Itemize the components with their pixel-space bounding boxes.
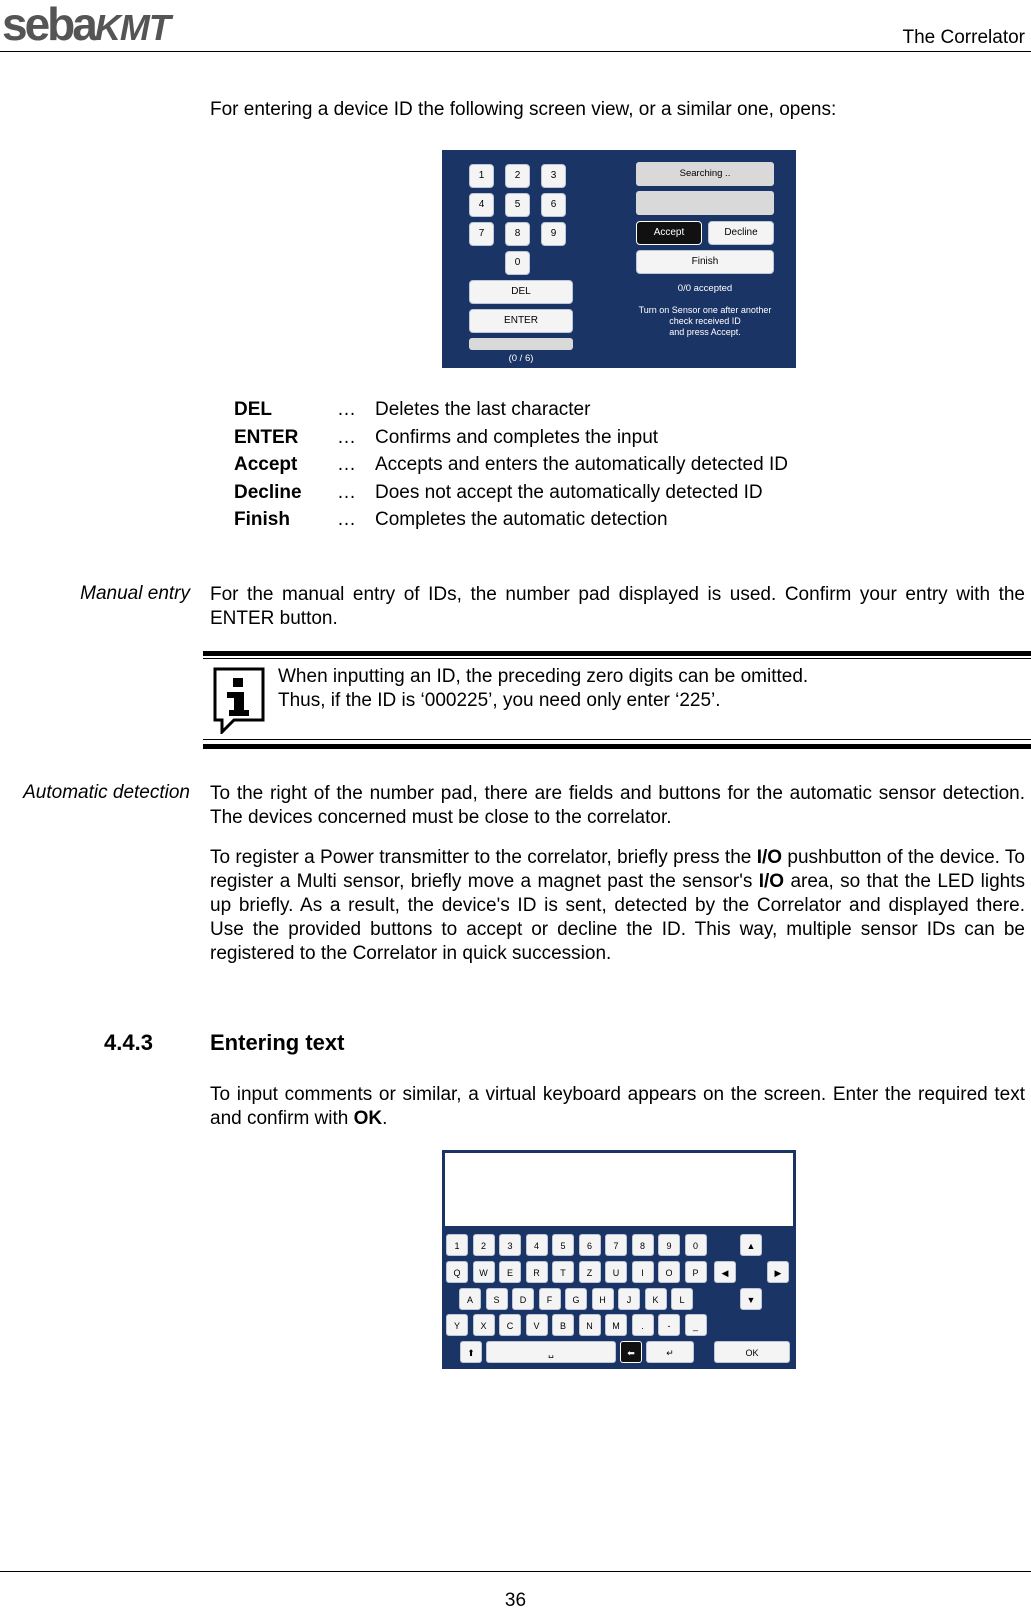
num-key-4: 4 bbox=[469, 193, 494, 217]
keyboard-key: O bbox=[658, 1261, 680, 1283]
header-title: The Correlator bbox=[902, 27, 1025, 48]
accepted-count: 0/0 accepted bbox=[677, 283, 733, 294]
keyboard-key: - bbox=[658, 1314, 680, 1336]
keyboard-key: G bbox=[565, 1288, 587, 1310]
instruction-line-3: and press Accept. bbox=[669, 327, 741, 337]
header-divider bbox=[0, 51, 1031, 52]
keyboard-key: B bbox=[552, 1314, 574, 1336]
keyboard-key: 9 bbox=[658, 1234, 680, 1256]
num-key-7: 7 bbox=[469, 222, 494, 246]
num-key-9: 9 bbox=[541, 222, 566, 246]
shift-key: ⬆ bbox=[460, 1341, 482, 1363]
definition-row bbox=[234, 451, 788, 479]
accept-key: Accept bbox=[636, 221, 702, 245]
keyboard-key: F bbox=[539, 1288, 561, 1310]
keyboard-key: R bbox=[526, 1261, 548, 1283]
del-key: DEL bbox=[469, 280, 573, 304]
searching-field: Searching .. bbox=[636, 162, 774, 186]
keyboard-key: 1 bbox=[446, 1234, 468, 1256]
keyboard-key: W bbox=[473, 1261, 495, 1283]
keyboard-key: Y bbox=[446, 1314, 468, 1336]
automatic-detection-label: Automatic detection bbox=[23, 782, 190, 803]
keyboard-key: Q bbox=[446, 1261, 468, 1283]
text-run: . bbox=[382, 1108, 388, 1129]
ok-bold: OK bbox=[353, 1108, 383, 1129]
io-bold: I/O bbox=[758, 871, 785, 892]
sebakmt-logo bbox=[2, 0, 170, 50]
keyboard-key: X bbox=[473, 1314, 495, 1336]
down-key: ▼ bbox=[740, 1288, 762, 1310]
footer-divider bbox=[0, 1571, 1031, 1572]
num-key-1: 1 bbox=[469, 164, 494, 188]
num-key-3: 3 bbox=[541, 164, 566, 188]
keyboard-key: E bbox=[499, 1261, 521, 1283]
decline-key: Decline bbox=[708, 221, 774, 245]
keyboard-key: 3 bbox=[499, 1234, 521, 1256]
num-key-2: 2 bbox=[505, 164, 530, 188]
definition-row bbox=[234, 506, 788, 534]
page-number: 36 bbox=[504, 1590, 527, 1611]
keyboard-key: _ bbox=[685, 1314, 707, 1336]
definition-desc: Accepts and enters the automatically detected ID bbox=[375, 454, 788, 475]
instruction-line-1: Turn on Sensor one after another bbox=[638, 305, 772, 315]
keyboard-key: . bbox=[632, 1314, 654, 1336]
virtual-keyboard-screenshot bbox=[442, 1150, 796, 1369]
keyboard-key: I bbox=[632, 1261, 654, 1283]
keyboard-key: N bbox=[579, 1314, 601, 1336]
definition-separator: … bbox=[337, 509, 356, 530]
definition-desc: Completes the automatic detection bbox=[375, 509, 668, 530]
id-input-bar bbox=[469, 338, 573, 350]
instruction-line-2: check received ID bbox=[669, 316, 741, 326]
note-top-rule bbox=[203, 651, 1031, 656]
keyboard-key: D bbox=[512, 1288, 534, 1310]
return-key: ↵ bbox=[646, 1341, 694, 1363]
num-key-6: 6 bbox=[541, 193, 566, 217]
definition-term: DEL bbox=[234, 399, 272, 420]
note-bottom-rule-thin bbox=[203, 739, 1031, 740]
section-title: Entering text bbox=[210, 1030, 345, 1055]
definition-separator: … bbox=[337, 454, 356, 475]
keyboard-key: 8 bbox=[632, 1234, 654, 1256]
definition-separator: … bbox=[337, 399, 356, 420]
keyboard-key: C bbox=[499, 1314, 521, 1336]
text-run: To input comments or similar, a virtual keyboard appears on the screen. Enter the required text and confirm with bbox=[210, 1084, 1025, 1129]
text-run: To register a Power transmitter to the correlator, briefly press the bbox=[210, 847, 757, 868]
definition-separator: … bbox=[337, 426, 356, 448]
definition-term: Decline bbox=[234, 481, 302, 503]
num-key-8: 8 bbox=[505, 222, 530, 246]
intro-paragraph: For entering a device ID the following screen view, or a similar one, opens: bbox=[210, 99, 837, 120]
detected-id-field bbox=[636, 191, 774, 215]
keyboard-key: 5 bbox=[552, 1234, 574, 1256]
manual-entry-paragraph: For the manual entry of IDs, the number pad displayed is used. Confirm your entry with the ENTER button. bbox=[210, 584, 1025, 629]
keyboard-key: 0 bbox=[685, 1234, 707, 1256]
keyboard-key: P bbox=[685, 1261, 707, 1283]
keyboard-key: M bbox=[605, 1314, 627, 1336]
backspace-key: ⬅ bbox=[620, 1341, 642, 1363]
definition-desc: Confirms and completes the input bbox=[375, 426, 659, 448]
finish-key: Finish bbox=[636, 250, 774, 274]
keyboard-key: 7 bbox=[605, 1234, 627, 1256]
text-input-area bbox=[445, 1153, 793, 1226]
note-line-1: When inputting an ID, the preceding zero digits can be omitted. bbox=[278, 666, 809, 687]
definition-term: Accept bbox=[234, 454, 298, 475]
text-entry-paragraph bbox=[210, 1083, 1025, 1131]
logo-kmt-text: KMT bbox=[94, 7, 170, 48]
auto-detection-paragraph-2 bbox=[210, 846, 1025, 966]
section-number: 4.4.3 bbox=[104, 1030, 153, 1055]
id-counter: (0 / 6) bbox=[508, 353, 534, 364]
definition-separator: … bbox=[337, 481, 356, 503]
keyboard-key: K bbox=[645, 1288, 667, 1310]
keyboard-key: 6 bbox=[579, 1234, 601, 1256]
space-key: ␣ bbox=[486, 1341, 616, 1363]
definition-term: Finish bbox=[234, 509, 290, 530]
keyboard-key: 4 bbox=[526, 1234, 548, 1256]
num-key-0: 0 bbox=[505, 251, 530, 275]
keyboard-key: H bbox=[592, 1288, 614, 1310]
definition-row bbox=[234, 396, 788, 424]
io-bold: I/O bbox=[756, 847, 783, 868]
keyboard-key: Z bbox=[579, 1261, 601, 1283]
keyboard-key: V bbox=[526, 1314, 548, 1336]
note-line-2: Thus, if the ID is ‘000225’, you need only enter ‘225’. bbox=[278, 690, 721, 711]
id-entry-screenshot bbox=[442, 150, 796, 368]
logo-seba-text: seba bbox=[2, 0, 95, 50]
definition-row bbox=[234, 424, 788, 452]
keyboard-key: A bbox=[459, 1288, 481, 1310]
definition-term: ENTER bbox=[234, 426, 299, 448]
definition-row bbox=[234, 479, 788, 507]
note-top-rule-thin bbox=[203, 658, 1031, 659]
keyboard-key: 2 bbox=[473, 1234, 495, 1256]
ok-key: OK bbox=[714, 1341, 790, 1363]
definition-list bbox=[234, 396, 788, 534]
definition-desc: Does not accept the automatically detected ID bbox=[375, 481, 763, 503]
keyboard-key: S bbox=[486, 1288, 508, 1310]
note-bottom-rule bbox=[203, 744, 1031, 749]
left-key: ◀ bbox=[714, 1261, 736, 1283]
num-key-5: 5 bbox=[505, 193, 530, 217]
text-run: pushbutton of the device. To register a Multi sensor, briefly move a magnet past the sensor's bbox=[210, 847, 1025, 892]
definition-desc: Deletes the last character bbox=[375, 399, 591, 420]
info-icon bbox=[212, 666, 268, 734]
keyboard-key: L bbox=[671, 1288, 693, 1310]
enter-key: ENTER bbox=[469, 309, 573, 333]
auto-detection-paragraph-1: To the right of the number pad, there are fields and buttons for the automatic sensor detection. The devices concerned must be close to the correlator. bbox=[210, 783, 1025, 828]
up-key: ▲ bbox=[740, 1234, 762, 1256]
keyboard-key: U bbox=[605, 1261, 627, 1283]
manual-entry-label: Manual entry bbox=[80, 583, 190, 604]
text-run: area, so that the LED lights up briefly. As a result, the device's ID is sent, detected by the Correlator and displayed there. Use the provided buttons to accept or decline the ID. This way, multiple sensor IDs can be registered to the Correlator in quick succession. bbox=[210, 871, 1026, 964]
keyboard-key: T bbox=[552, 1261, 574, 1283]
keyboard-key: J bbox=[618, 1288, 640, 1310]
right-key: ▶ bbox=[767, 1261, 789, 1283]
